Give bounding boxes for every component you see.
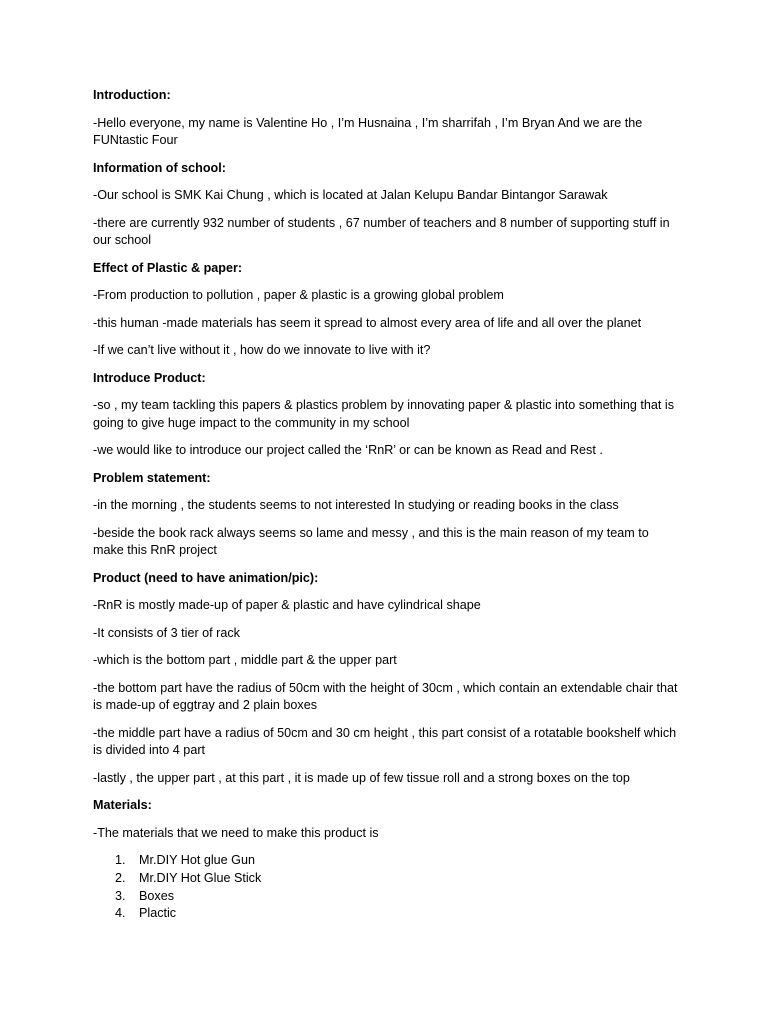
paragraph: -From production to pollution , paper & plastic is a growing global problem (93, 288, 504, 302)
list-item-number: 4. (115, 906, 126, 921)
section-heading-product: Product (need to have animation/pic): (93, 570, 319, 585)
list-item-number: 1. (115, 853, 126, 867)
section-heading-school-info: Information of school: (93, 160, 226, 175)
paragraph: -If we can’t live without it , how do we innovate to live with it? (93, 343, 431, 357)
document-page (93, 87, 678, 923)
list-item-number: 3. (115, 888, 126, 903)
paragraph: -in the morning , the students seems to not interested In studying or reading books in the class (93, 498, 619, 512)
paragraph: -beside the book rack always seems so lame and messy , and this is the main reason of my team to make this RnR project (93, 525, 649, 557)
paragraph: -we would like to introduce our project called the ‘RnR’ or can be known as Read and Rest . (93, 443, 603, 457)
paragraph: -It consists of 3 tier of rack (93, 625, 240, 640)
paragraph: -which is the bottom part , middle part & the upper part (93, 653, 397, 667)
list-item-text: Boxes (139, 888, 175, 903)
materials-list (93, 852, 678, 923)
list-item-number: 2. (115, 870, 126, 885)
list-item (93, 852, 678, 870)
paragraph: -so , my team tackling this papers & plastics problem by innovating paper & plastic into something that is going to give huge impact to the community in my school (93, 398, 674, 430)
list-item-text: Plactic (139, 906, 177, 921)
list-item (93, 870, 678, 888)
paragraph: -Hello everyone, my name is Valentine Ho , I’m Husnaina , I’m sharrifah , I’m Bryan And we are the FUNtastic Four (93, 115, 643, 147)
list-item (93, 888, 678, 906)
paragraph: -Our school is SMK Kai Chung , which is located at Jalan Kelupu Bandar Bintangor Sarawak (93, 188, 608, 202)
list-item-text: Mr.DIY Hot glue Gun (139, 853, 255, 867)
section-heading-introduction: Introduction: (93, 88, 171, 102)
paragraph: -the bottom part have the radius of 50cm with the height of 30cm , which contain an extendable chair that is made-up of eggtray and 2 plain boxes (93, 680, 678, 712)
paragraph: -the middle part have a radius of 50cm and 30 cm height , this part consist of a rotatable bookshelf which is divided into 4 part (93, 725, 677, 757)
paragraph: -this human -made materials has seem it spread to almost every area of life and all over the planet (93, 315, 642, 330)
paragraph: -lastly , the upper part , at this part , it is made up of few tissue roll and a strong boxes on the top (93, 770, 630, 785)
paragraph: -The materials that we need to make this product is (93, 825, 379, 840)
section-heading-materials: Materials: (93, 798, 152, 812)
list-item (93, 905, 678, 923)
paragraph: -there are currently 932 number of students , 67 number of teachers and 8 number of supporting stuff in our school (93, 215, 670, 247)
section-heading-effect: Effect of Plastic & paper: (93, 260, 243, 275)
paragraph: -RnR is mostly made-up of paper & plastic and have cylindrical shape (93, 598, 481, 612)
section-heading-introduce-product: Introduce Product: (93, 370, 206, 385)
list-item-text: Mr.DIY Hot Glue Stick (139, 870, 262, 885)
section-heading-problem-statement: Problem statement: (93, 470, 211, 485)
